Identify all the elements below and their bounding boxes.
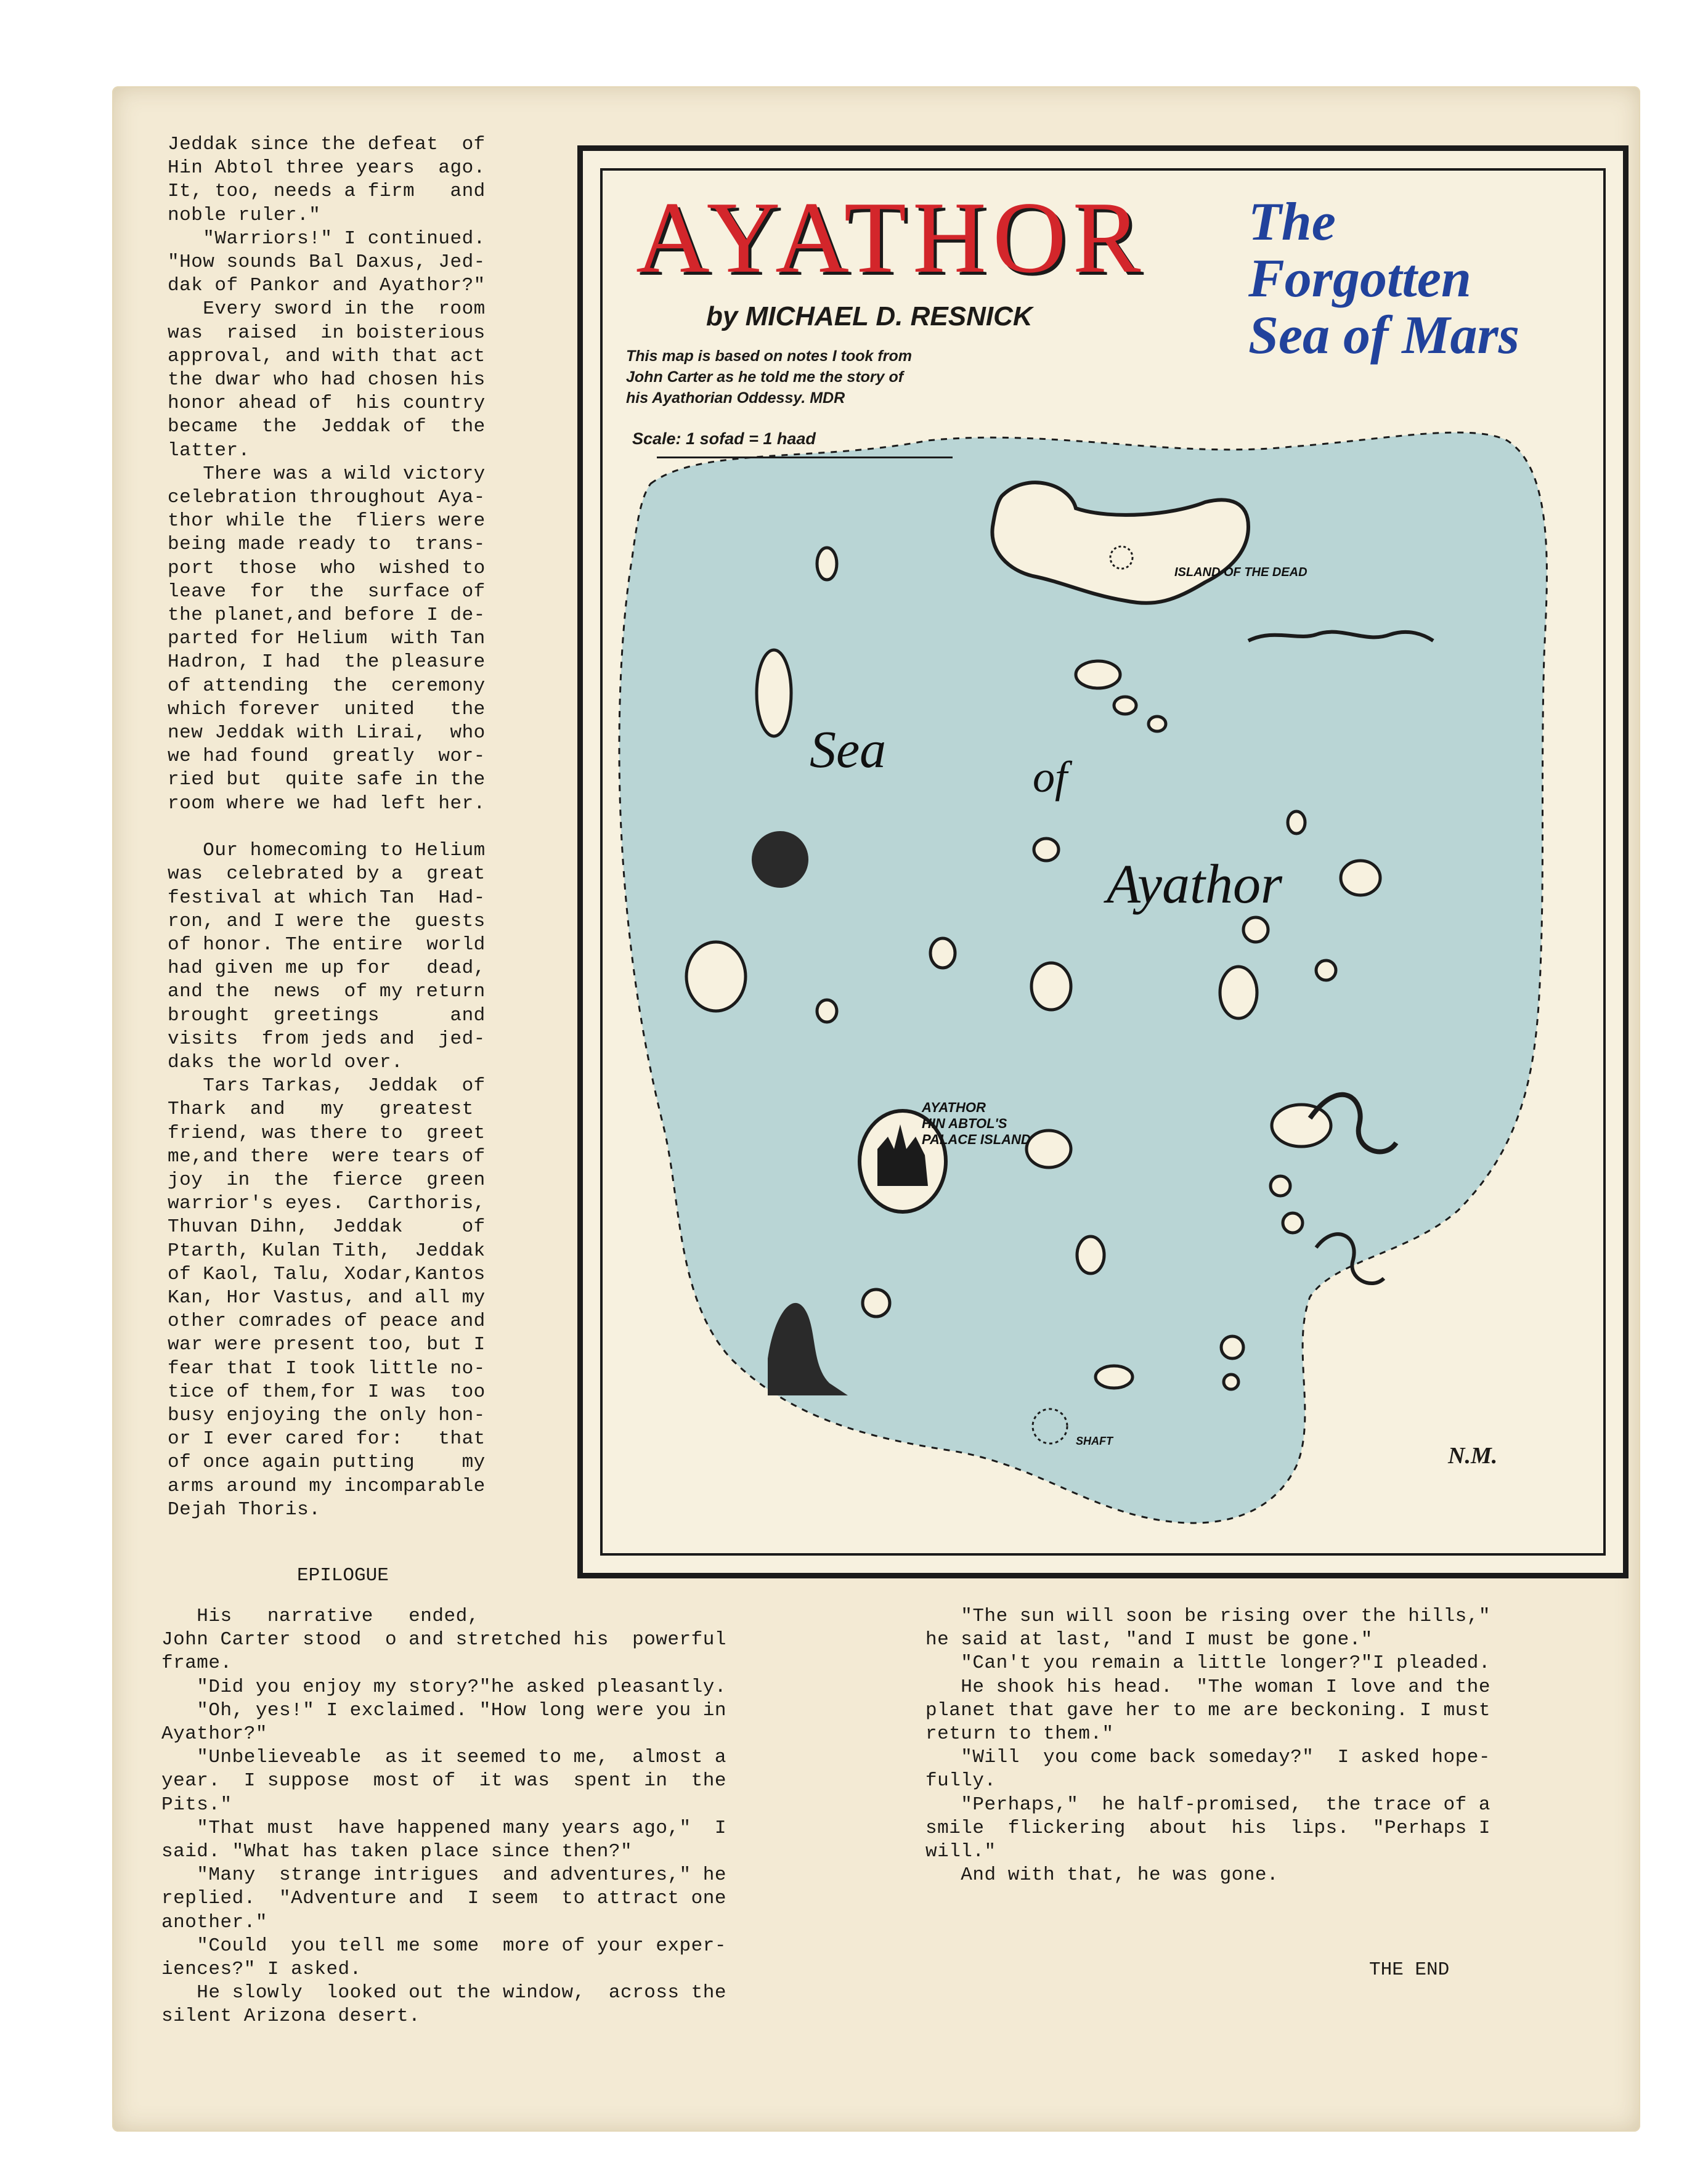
text-line: His narrative ended, (161, 1606, 479, 1627)
text-line: port those who wished to (168, 557, 486, 579)
text-line: tice of them,for I was too (168, 1381, 486, 1403)
map-byline: by MICHAEL D. RESNICK (706, 301, 1033, 331)
island-of-dead-label: ISLAND OF THE DEAD (1174, 566, 1307, 579)
palace-label-3: PALACE ISLAND (922, 1132, 1031, 1147)
text-line: celebration throughout Aya- (168, 487, 486, 509)
island-a (817, 548, 837, 580)
island-q (1272, 1105, 1331, 1147)
text-line: friend, was there to greet (168, 1122, 486, 1144)
island-g (1288, 811, 1305, 834)
island-l (1031, 963, 1071, 1010)
text-line: had given me up for dead, (168, 957, 486, 980)
text-line: Ayathor?" (161, 1723, 267, 1745)
island-u (863, 1289, 890, 1317)
text-line: And with that, he was gone. (925, 1864, 1279, 1886)
text-line: "Unbelieveable as it seemed to me, almost a (161, 1747, 726, 1769)
text-line: he said at last, "and I must be gone." (925, 1629, 1373, 1651)
text-line: the dwar who had chosen his (168, 369, 486, 391)
bottom-right-text-column (925, 1605, 1640, 1887)
text-line: "Will you come back someday?" I asked hope- (925, 1747, 1490, 1769)
text-line: joy in the fierce green (168, 1169, 486, 1191)
island-m (1220, 967, 1257, 1018)
island-t (1077, 1236, 1104, 1273)
text-line: parted for Helium with Tan (168, 628, 486, 650)
text-line: visits from jeds and jed- (168, 1028, 486, 1050)
island-x (1224, 1374, 1238, 1389)
text-line: Every sword in the room (168, 298, 486, 320)
text-line: John Carter stood o and stretched his powerful (161, 1629, 726, 1651)
subtitle-line-2: Forgotten (1248, 249, 1471, 309)
text-line: Tars Tarkas, Jeddak of (168, 1075, 486, 1097)
text-line: me,and there were tears of (168, 1145, 486, 1167)
artist-signature: N.M. (1448, 1443, 1498, 1469)
text-line: "The sun will soon be rising over the hills," (925, 1606, 1490, 1627)
map-subtitle (1248, 194, 1618, 364)
island-e (1149, 717, 1166, 731)
text-line: ron, and I were the guests (168, 910, 486, 932)
text-line: "Perhaps," he half-promised, the trace of a (925, 1793, 1490, 1816)
text-line: was raised in boisterious (168, 322, 486, 344)
map-frame (577, 145, 1629, 1578)
text-line: arms around my incomparable (168, 1475, 486, 1497)
text-line: honor ahead of his country (168, 392, 486, 415)
text-line: "That must have happened many years ago," I (161, 1817, 726, 1839)
text-line: and the news of my return (168, 981, 486, 1003)
text-line: planet that gave her to me are beckoning. I must (925, 1699, 1490, 1721)
text-line: Thuvan Dihn, Jeddak of (168, 1216, 486, 1238)
island-v (1221, 1336, 1243, 1358)
text-line: noble ruler." (168, 204, 321, 226)
text-line: new Jeddak with Lirai, who (168, 722, 486, 744)
sea-label-3: Ayathor (1107, 854, 1282, 915)
text-line: year. I suppose most of it was spent in the (161, 1770, 726, 1792)
sea-of-ayathor-shape (619, 432, 1547, 1523)
text-line: latter. (168, 439, 250, 461)
text-line: "Oh, yes!" I exclaimed. "How long were you in (161, 1699, 726, 1721)
scale-underline (657, 457, 953, 458)
text-line: It, too, needs a firm and (168, 181, 486, 203)
palace-label-2: HIN ABTOL'S (922, 1116, 1007, 1131)
text-line: Hadron, I had the pleasure (168, 651, 486, 673)
island-i (1243, 917, 1268, 942)
text-line: busy enjoying the only hon- (168, 1404, 486, 1426)
island-f (1034, 838, 1059, 861)
subtitle-line-1: The (1248, 192, 1336, 252)
subtitle-line-3: Sea of Mars (1248, 306, 1520, 365)
island-w (1096, 1366, 1133, 1388)
text-line: war were present too, but I (168, 1334, 486, 1356)
text-line: replied. "Adventure and I seem to attract one (161, 1888, 726, 1910)
text-line: we had found greatly wor- (168, 745, 486, 768)
island-k (930, 938, 955, 968)
text-line: which forever united the (168, 698, 486, 720)
text-line: Kan, Hor Vastus, and all my (168, 1286, 486, 1309)
text-line: silent Arizona desert. (161, 2005, 421, 2028)
shaft-label: SHAFT (1076, 1435, 1113, 1447)
text-line: said. "What has taken place since then?" (161, 1841, 633, 1863)
the-end-label: THE END (1369, 1959, 1450, 1981)
text-line: of Kaol, Talu, Xodar,Kantos (168, 1263, 486, 1285)
text-line: return to them." (925, 1723, 1114, 1745)
island-c (1076, 661, 1120, 688)
map-scale: Scale: 1 sofad = 1 haad (632, 429, 816, 448)
text-line: iences?" I asked. (161, 1959, 362, 1981)
note-line-2: John Carter as he told me the story of (626, 368, 904, 386)
text-line: approval, and with that act (168, 345, 486, 367)
text-line: festival at which Tan Had- (168, 887, 486, 909)
text-line: frame. (161, 1652, 232, 1675)
text-line: thor while the fliers were (168, 510, 486, 532)
text-line: of honor. The entire world (168, 933, 486, 956)
island-j (686, 942, 746, 1011)
island-o (817, 1000, 837, 1022)
text-line: will." (925, 1841, 996, 1863)
text-line: was celebrated by a great (168, 863, 486, 885)
text-line: fully. (925, 1770, 996, 1792)
text-line: leave for the surface of (168, 580, 486, 603)
note-line-3: his Ayathorian Oddessy. MDR (626, 389, 845, 407)
text-line: Pits." (161, 1793, 232, 1816)
map-title: AYATHOR (636, 181, 1147, 294)
text-line: Thark and my greatest (168, 1098, 474, 1121)
text-line: Ptarth, Kulan Tith, Jeddak (168, 1240, 486, 1262)
text-line: daks the world over. (168, 1051, 404, 1073)
text-line: "Did you enjoy my story?"he asked pleasantly. (161, 1676, 726, 1698)
text-line: Dejah Thoris. (168, 1498, 321, 1520)
text-line: room where we had left her. (168, 792, 486, 814)
text-line: "Can't you remain a little longer?"I pleaded. (925, 1652, 1490, 1675)
text-line: or I ever cared for: that (168, 1428, 486, 1450)
epilogue-heading: EPILOGUE (297, 1565, 389, 1586)
palace-label-1: AYATHOR (922, 1100, 986, 1115)
text-line: Hin Abtol three years ago. (168, 157, 486, 179)
text-line: warrior's eyes. Carthoris, (168, 1193, 486, 1215)
text-line: Our homecoming to Helium (168, 840, 486, 862)
monster-head (752, 831, 808, 888)
text-line: "Could you tell me some more of your exper- (161, 1935, 726, 1957)
island-h (1341, 861, 1380, 895)
island-p (1027, 1131, 1071, 1167)
text-line: the planet,and before I de- (168, 604, 486, 627)
text-line: There was a wild victory (168, 463, 486, 485)
island-r (1271, 1176, 1290, 1196)
text-line: other comrades of peace and (168, 1310, 486, 1333)
text-line: Jeddak since the defeat of (168, 134, 486, 155)
text-line: dak of Pankor and Ayathor?" (168, 275, 486, 297)
map-note (626, 346, 1181, 408)
text-line: ried but quite safe in the (168, 769, 486, 791)
text-line: He slowly looked out the window, across the (161, 1982, 726, 2004)
text-line: brought greetings and (168, 1004, 486, 1026)
magazine-page (112, 86, 1640, 2132)
text-line: "How sounds Bal Daxus, Jed- (168, 251, 486, 274)
text-line: of attending the ceremony (168, 675, 486, 697)
island-d (1114, 697, 1136, 714)
island-b (757, 650, 791, 736)
text-line: "Many strange intrigues and adventures," he (161, 1864, 726, 1886)
bottom-left-text-column (161, 1605, 956, 2029)
text-line: being made ready to trans- (168, 534, 486, 556)
text-line: "Warriors!" I continued. (168, 227, 486, 250)
text-line: smile flickering about his lips. "Perhaps I (925, 1817, 1490, 1839)
text-line: another." (161, 1911, 267, 1933)
sea-label-1: Sea (810, 720, 887, 779)
note-line-1: This map is based on notes I took from (626, 347, 912, 365)
text-line: of once again putting my (168, 1451, 486, 1474)
text-line: He shook his head. "The woman I love and the (925, 1676, 1490, 1698)
sea-label-2: of (1033, 752, 1068, 802)
island-s (1283, 1213, 1303, 1233)
text-line: became the Jeddak of the (168, 416, 486, 438)
text-line: fear that I took little no- (168, 1357, 486, 1379)
island-n (1316, 960, 1336, 980)
